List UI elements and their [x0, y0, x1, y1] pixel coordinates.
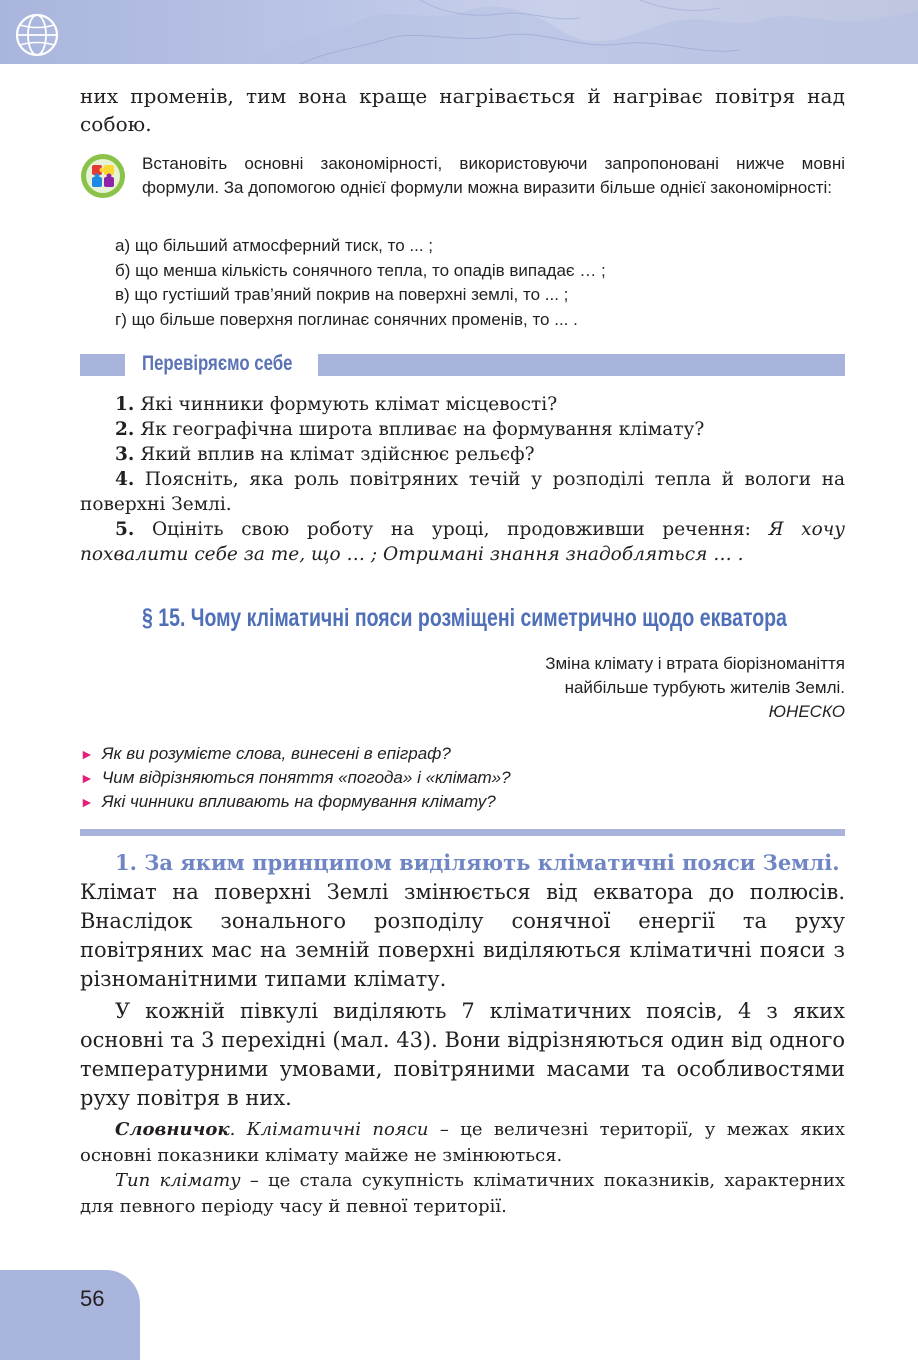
list-item: ► Які чинники впливають на формування клімату? [80, 792, 496, 811]
list-item: ► Чим відрізняються поняття «погода» і «клімат»? [80, 768, 511, 787]
epigraph [545, 652, 845, 724]
epigraph-line: Зміна клімату і втрата біорізноманіття [545, 654, 845, 673]
body-paragraph [80, 848, 845, 878]
puzzle-icon [80, 153, 126, 199]
question-item: 5. Оцініть свою роботу на уроці, продовживши речення: Я хочу похвалити себе за те, що … ; Отримані знання знадобляться … . [80, 519, 845, 565]
section-title-check: Перевіряємо себе [142, 352, 293, 375]
list-item: в) що густіший трав’яний покрив на поверхні землі, то ... ; [115, 285, 569, 304]
task-formula-list [115, 234, 835, 332]
list-item: ► Як ви розумієте слова, винесені в епіграф? [80, 744, 451, 763]
section-bar-left [80, 354, 125, 376]
triangle-bullet-icon: ► [80, 770, 94, 786]
list-item: г) що більше поверхня поглинає сонячних променів, то ... . [115, 309, 578, 329]
question-item: 1. Які чинники формують клімат місцевості? [115, 394, 558, 415]
map-decoration [0, 0, 918, 64]
intro-paragraph: них променів, тим вона краще нагрівається й нагріває повітря над собою. [80, 84, 845, 136]
section-bar-right [318, 354, 845, 376]
globe-icon [14, 12, 60, 58]
epigraph-author: ЮНЕСКО [768, 702, 845, 721]
paragraph-title: § 15. Чому кліматичні пояси розміщені симетрично щодо екватора [142, 604, 787, 632]
glossary-entry: Словничок. Кліматичні пояси – це величезні території, у межах яких основні показники клімату майже не змінюються. [80, 1119, 845, 1166]
triangle-bullet-icon: ► [80, 746, 94, 762]
glossary-entry: Тип клімату – це стала сукупність кліматичних показників, характерних для певного періоду часу й певної території. [80, 1170, 846, 1217]
divider [80, 829, 845, 836]
body-paragraph: У кожній півкулі виділяють 7 кліматичних поясів, 4 з яких основні та 3 перехідні (мал. 43). Вони відрізняються один від одного температурними умовами, повітряними масами та особливостями руху повітря в них. [80, 999, 845, 1110]
triangle-bullet-icon: ► [80, 794, 94, 810]
header-band [0, 0, 918, 64]
task-instruction: Встановіть основні закономірності, використовуючи запропоновані нижче мовні формули. За допомогою однієї формули можна виразити більше однієї закономірності: [142, 154, 845, 197]
focus-questions [80, 742, 511, 814]
page-number: 56 [80, 1286, 105, 1311]
list-item: а) що більший атмосферний тиск, то ... ; [115, 236, 434, 255]
self-check-questions [80, 392, 845, 567]
subheading: 1. За яким принципом виділяють кліматичні пояси Землі. [115, 850, 840, 875]
question-item: 4. Поясніть, яка роль повітряних течій у розподілі тепла й вологи на поверхні Землі. [80, 469, 845, 515]
list-item: б) що менша кількість сонячного тепла, то опадів випадає … ; [115, 260, 606, 280]
question-item: 2. Як географічна широта впливає на формування клімату? [115, 419, 705, 440]
body-paragraph: Клімат на поверхні Землі змінюється від екватора до полюсів. Внаслідок зонального розподілу сонячної енергії та руху повітряних мас на земній поверхні виділяються кліматичні пояси з різноманітними типами клімату. [80, 880, 845, 991]
question-item: 3. Який вплив на клімат здійснює рельєф? [115, 444, 535, 465]
page-number-tab [0, 1270, 140, 1360]
main-body-text [80, 848, 845, 1113]
epigraph-line: найбільше турбують жителів Землі. [564, 678, 845, 697]
glossary [80, 1117, 845, 1219]
